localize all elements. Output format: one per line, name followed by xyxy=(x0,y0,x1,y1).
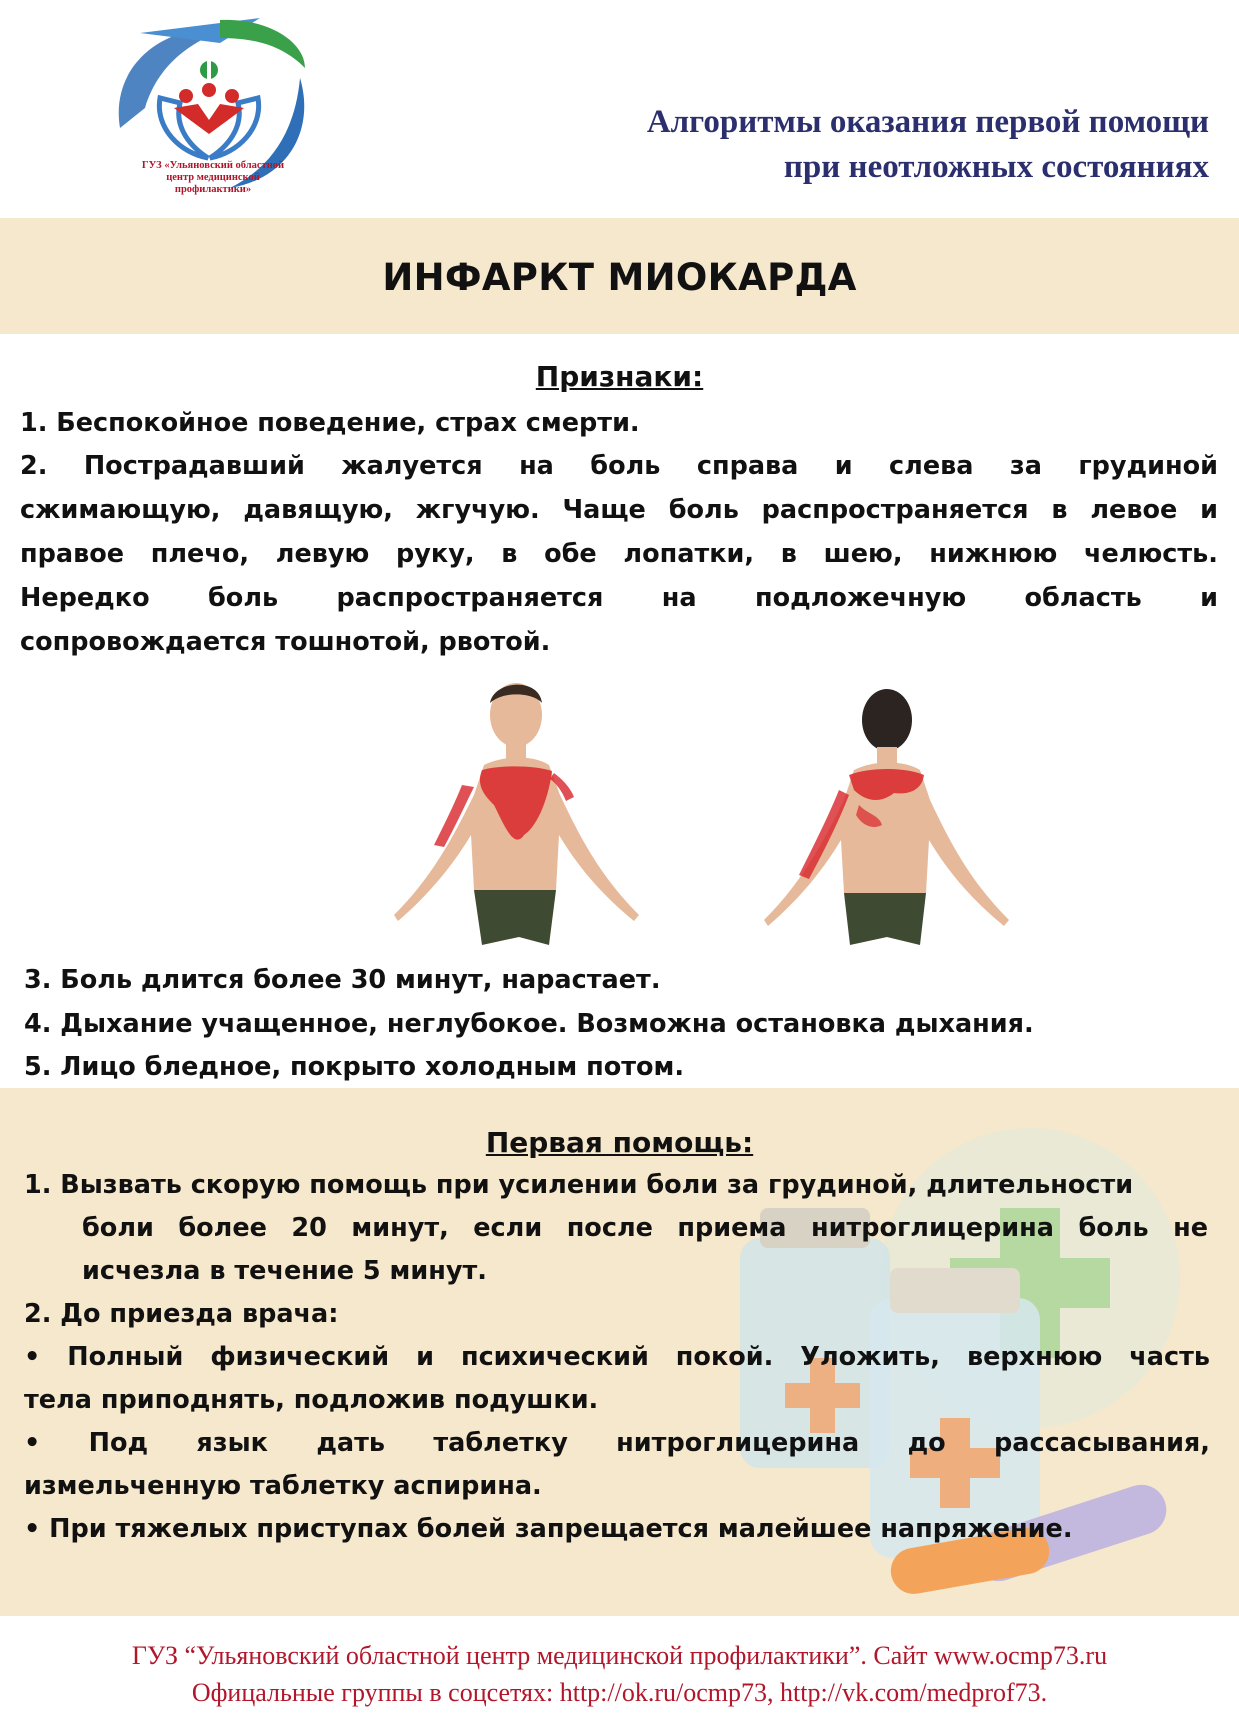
header-title: Алгоритмы оказания первой помощи при неотложных состояниях xyxy=(646,104,1209,185)
sign-item-2-line-4: Нередко боль распространяется на подложечную область и xyxy=(20,583,1218,613)
sign-item-2-line-5: сопровождается тошнотой, рвотой. xyxy=(20,627,551,657)
sign-item-2-line-2: сжимающую, давящую, жгучую. Чаще боль распространяется в левое и xyxy=(20,495,1218,525)
sign-item-1: 1. Беспокойное поведение, страх смерти. xyxy=(20,408,640,438)
aid-item-1-line-1: 1. Вызвать скорую помощь при усилении боли за грудиной, длительности xyxy=(24,1170,1134,1200)
footer-line-2: Офицальные группы в соцсетях: http://ok.ru/ocmp73, http://vk.com/medprof73. xyxy=(191,1678,1048,1707)
aid-bullet-3: • При тяжелых приступах болей запрещается малейшее напряжение. xyxy=(24,1514,1073,1544)
back-view-man xyxy=(764,689,1009,945)
aid-bullet-2-line-1: • Под язык дать таблетку нитроглицерина до рассасывания, xyxy=(24,1428,1210,1458)
first-aid-heading: Первая помощь: xyxy=(485,1126,754,1159)
aid-bullet-1-line-1: • Полный физический и психический покой. Уложить, верхнюю часть xyxy=(24,1342,1210,1372)
footer-line-1: ГУЗ “Ульяновский областной центр медицинской профилактики”. Сайт www.ocmp73.ru xyxy=(131,1641,1108,1670)
aid-item-2: 2. До приезда врача: xyxy=(24,1299,339,1329)
aid-item-1-line-3: исчезла в течение 5 минут. xyxy=(82,1256,487,1286)
sign-item-3: 3. Боль длится более 30 минут, нарастает. xyxy=(24,965,661,995)
aid-bullet-1-line-2: тела приподнять, подложив подушки. xyxy=(24,1385,599,1415)
sign-item-2-line-3: правое плечо, левую руку, в обе лопатки, в шею, нижнюю челюсть. xyxy=(20,539,1218,569)
sign-item-2-line-1: 2. Пострадавший жалуется на боль справа и слева за грудиной xyxy=(20,451,1218,481)
logo-caption: ГУЗ «Ульяновский областной центр медицинской профилактики» xyxy=(141,160,285,195)
sign-item-5: 5. Лицо бледное, покрыто холодным потом. xyxy=(24,1052,685,1082)
signs-heading: Признаки: xyxy=(535,360,704,393)
aid-bullet-2-line-2: измельченную таблетку аспирина. xyxy=(24,1471,542,1501)
main-title: ИНФАРКТ МИОКАРДА xyxy=(382,256,857,299)
sign-item-4: 4. Дыхание учащенное, неглубокое. Возможна остановка дыхания. xyxy=(24,1009,1034,1039)
aid-item-1-line-2: боли более 20 минут, если после приема нитроглицерина боль не xyxy=(82,1213,1208,1243)
front-view-man xyxy=(394,683,639,945)
pain-radiation-figure xyxy=(334,675,1078,965)
